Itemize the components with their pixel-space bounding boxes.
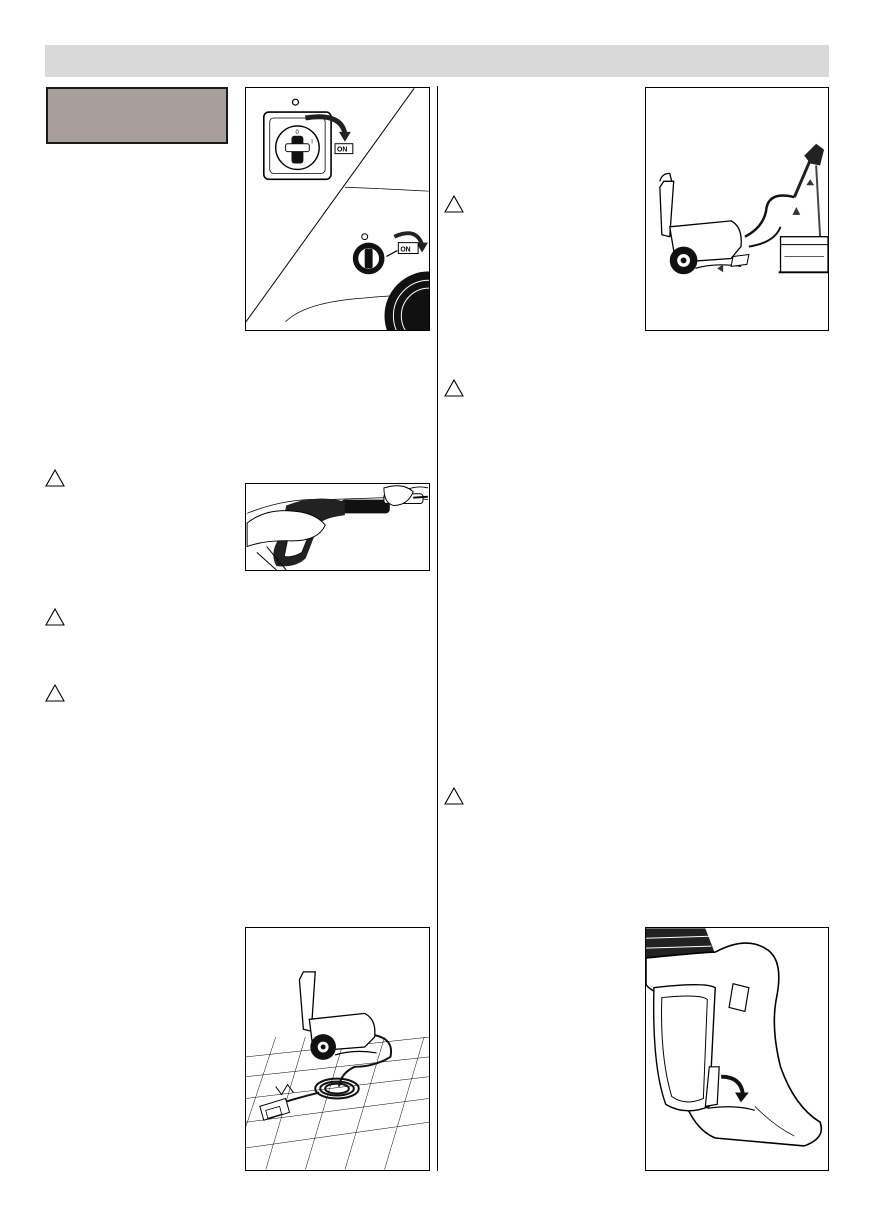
dial-one-label: I (311, 139, 313, 146)
header-bar (45, 45, 829, 77)
dial-zero-label: 0 (295, 129, 299, 136)
gun-grip-illustration (246, 484, 429, 570)
figure-main-switch (245, 87, 430, 331)
main-switch-illustration (246, 88, 429, 330)
warning-triangle-icon (45, 469, 65, 487)
section-title-box (46, 87, 228, 144)
on-label-bottom: ON (400, 246, 411, 254)
warning-triangle-icon (45, 684, 65, 702)
figure-gun-grip (245, 483, 430, 571)
on-label-top: ON (337, 146, 348, 154)
trigger-lock-illustration (646, 928, 828, 1170)
figure-trigger-lock (645, 927, 829, 1171)
figure-water-supply (645, 87, 829, 331)
column-divider (437, 86, 438, 1171)
warning-triangle-icon (444, 379, 464, 397)
warning-triangle-icon (45, 608, 65, 626)
hose-unrolled-illustration (246, 928, 429, 1170)
water-supply-illustration (646, 88, 828, 330)
warning-triangle-icon (444, 195, 464, 213)
warning-triangle-icon (444, 787, 464, 805)
figure-hose-unrolled (245, 927, 430, 1171)
